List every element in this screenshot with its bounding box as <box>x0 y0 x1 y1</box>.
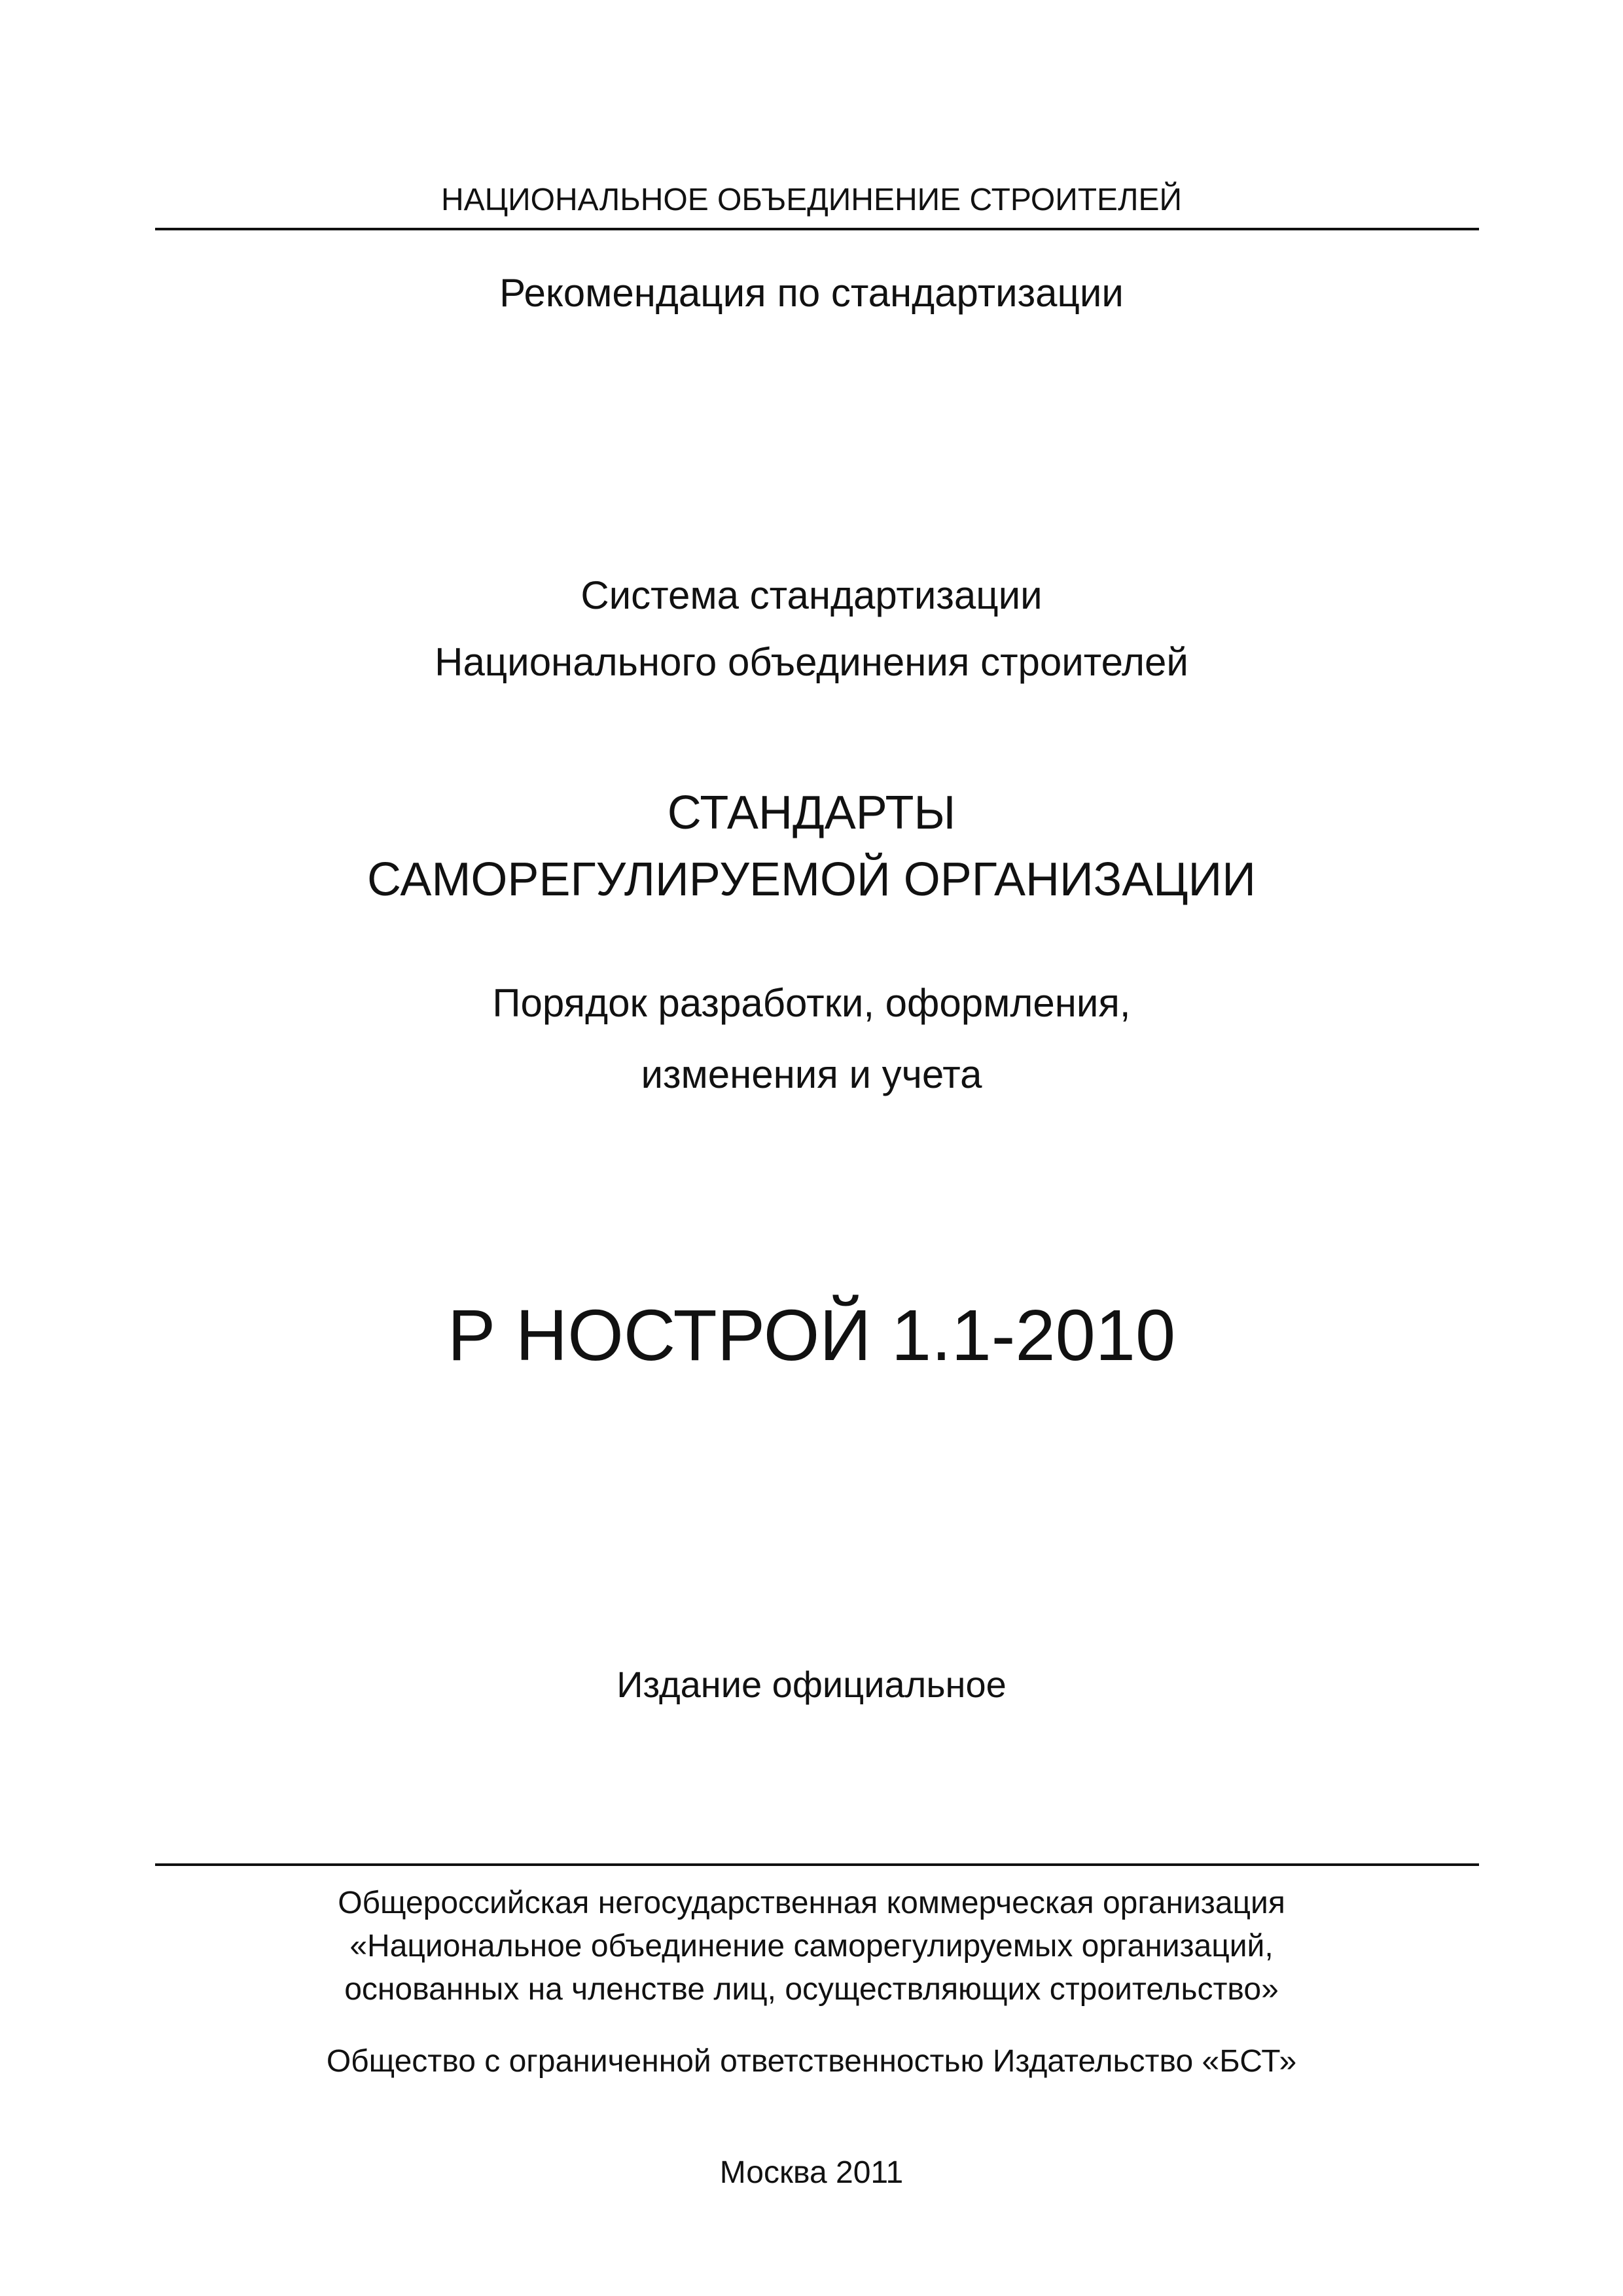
organization-header: НАЦИОНАЛЬНОЕ ОБЪЕДИНЕНИЕ СТРОИТЕЛЕЙ <box>440 183 1183 217</box>
subtitle-line-2: изменения и учета <box>641 1052 982 1096</box>
publisher-line: Общество с ограниченной ответственностью Издательство «БСТ» <box>326 2044 1297 2079</box>
edition-label: Издание официальное <box>616 1664 1007 1705</box>
footer-org-line-1: Общероссийская негосударственная коммерческая организация <box>338 1886 1285 1920</box>
footer-divider <box>155 1863 1479 1866</box>
system-line-1: Система стандартизации <box>580 573 1043 617</box>
footer-org-line-3: основанных на членстве лиц, осуществляющих строительство» <box>344 1972 1279 2007</box>
header-divider <box>155 228 1479 230</box>
system-line-2: Национального объединения строителей <box>435 640 1188 684</box>
title-line-2: САМОРЕГУЛИРУЕМОЙ ОРГАНИЗАЦИИ <box>367 853 1256 906</box>
recommendation-label: Рекомендация по стандартизации <box>499 271 1124 315</box>
subtitle-line-1: Порядок разработки, оформления, <box>492 981 1131 1025</box>
city-year: Москва 2011 <box>719 2155 904 2190</box>
footer-org-line-2: «Национальное объединение саморегулируемых организаций, <box>349 1929 1274 1964</box>
title-line-1: СТАНДАРТЫ <box>667 787 956 839</box>
document-code: Р НОСТРОЙ 1.1-2010 <box>447 1295 1176 1376</box>
